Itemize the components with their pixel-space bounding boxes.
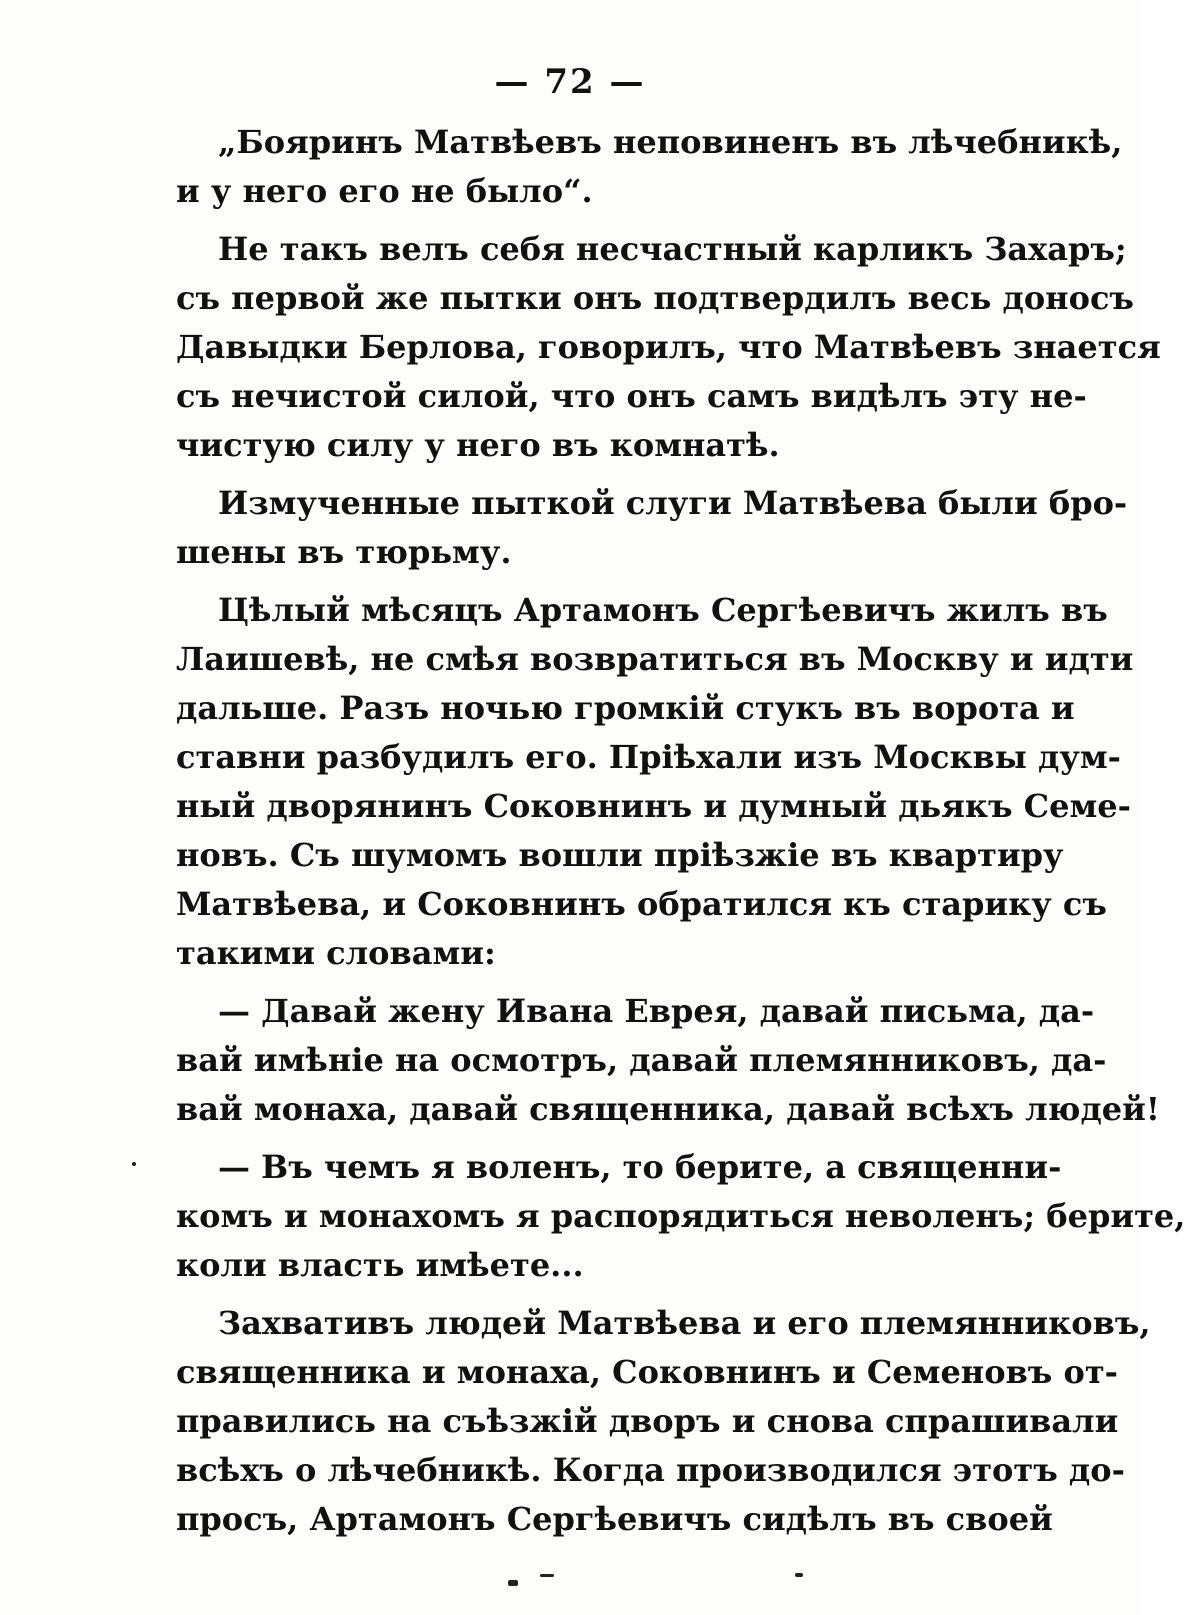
page-number: — 72 —: [494, 62, 646, 102]
text-line: „Бояринъ Матвѣевъ неповиненъ въ лѣчебникѣ,: [218, 123, 1123, 161]
text-line: вай монаха, давай священника, давай всѣхъ людей!: [176, 1090, 1160, 1128]
text-line: дальше. Разъ ночью громкій стукъ въ ворота и: [176, 689, 1075, 727]
text-line: — Въ чемъ я воленъ, то берите, а священни-: [218, 1148, 1062, 1186]
text-line: такими словами:: [176, 934, 496, 972]
page-text: [176, 118, 1185, 1553]
text-line: Захвативъ людей Матвѣева и его племянниковъ,: [218, 1304, 1151, 1342]
text-line: шены въ тюрьму.: [176, 533, 512, 571]
text-line: — Давай жену Ивана Еврея, давай письма, да-: [218, 992, 1095, 1030]
text-line: и у него его не было“.: [176, 172, 593, 210]
text-line: Не такъ велъ себя несчастный карликъ Захаръ;: [218, 230, 1127, 268]
print-speck: [795, 1573, 803, 1577]
text-line: ный дворянинъ Соковнинъ и думный дьякъ Семе-: [176, 787, 1131, 825]
print-speck: [132, 1162, 136, 1166]
text-line: Цѣлый мѣсяцъ Артамонъ Сергѣевичъ жилъ въ: [218, 591, 1108, 629]
text-line: коли власть имѣете...: [176, 1246, 584, 1284]
print-speck: [508, 1580, 518, 1586]
text-line: чистую силу у него въ комнатѣ.: [176, 426, 780, 464]
text-line: правились на съѣзжій дворъ и снова спрашивали: [176, 1402, 1119, 1440]
text-line: Лаишевѣ, не смѣя возвратиться въ Москву и идти: [176, 640, 1134, 678]
paragraph: [176, 225, 1161, 470]
text-line: всѣхъ о лѣчебникѣ. Когда производился этотъ до-: [176, 1451, 1125, 1489]
print-speck: [540, 1574, 554, 1577]
text-line: комъ и монахомъ я распорядиться неволенъ; берите,: [176, 1197, 1185, 1235]
paragraph: [176, 1299, 1151, 1544]
text-line: ставни разбудилъ его. Пріѣхали изъ Москвы дум-: [176, 738, 1121, 776]
text-line: священника и монаха, Соковнинъ и Семеновъ от-: [176, 1353, 1118, 1391]
text-line: Давыдки Берлова, говорилъ, что Матвѣевъ знается: [176, 328, 1161, 366]
text-line: Измученные пыткой слуги Матвѣева были бро-: [218, 484, 1128, 522]
paragraph: [176, 1143, 1185, 1290]
paragraph: [176, 586, 1134, 978]
text-line: Матвѣева, и Соковнинъ обратился къ старику съ: [176, 885, 1107, 923]
paragraph: [176, 479, 1128, 577]
text-line: съ первой же пытки онъ подтвердилъ весь доносъ: [176, 279, 1134, 317]
text-line: вай имѣніе на осмотръ, давай племянниковъ, да-: [176, 1041, 1107, 1079]
text-line: просъ, Артамонъ Сергѣевичъ сидѣлъ въ своей: [176, 1500, 1053, 1538]
paragraph: [176, 118, 1123, 216]
paragraph: [176, 987, 1160, 1134]
text-line: съ нечистой силой, что онъ самъ видѣлъ эту не-: [176, 377, 1087, 415]
text-line: новъ. Съ шумомъ вошли пріѣзжіе въ квартиру: [176, 836, 1064, 874]
